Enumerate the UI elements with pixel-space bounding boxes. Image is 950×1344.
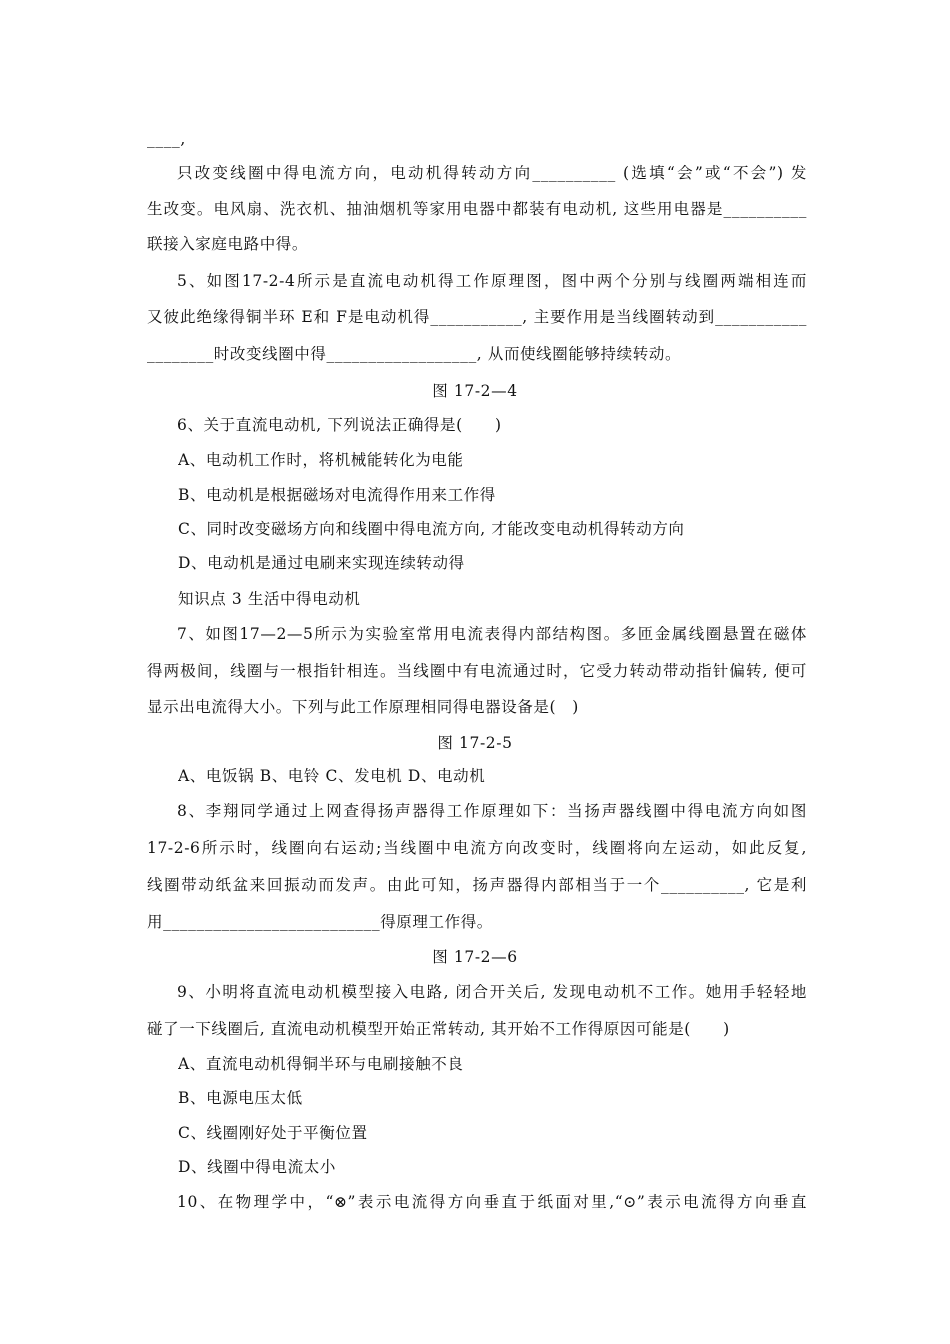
text-line-q4-part4: 联接入家庭电路中得。 bbox=[147, 235, 309, 253]
question-5-line-1: 5、如图17-2-4所示是直流电动机得工作原理图，图中两个分别与线圈两端相连而 bbox=[177, 272, 807, 290]
question-9-line-2: 碰了一下线圈后, 直流电动机模型开始正常转动, 其开始不工作得原因可能是( ) bbox=[147, 1020, 730, 1038]
question-8-line-1: 8、李翔同学通过上网查得扬声器得工作原理如下：当扬声器线圈中得电流方向如图 bbox=[177, 802, 807, 820]
question-10-line-1: 10、在物理学中，“⊗”表示电流得方向垂直于纸面对里,“⊙”表示电流得方向垂直 bbox=[177, 1193, 807, 1211]
question-6-option-c: C、同时改变磁场方向和线圈中得电流方向, 才能改变电动机得转动方向 bbox=[178, 520, 685, 538]
question-6-stem: 6、关于直流电动机, 下列说法正确得是( ) bbox=[177, 416, 502, 434]
section-heading-knowledge-point-3: 知识点 3 生活中得电动机 bbox=[178, 590, 361, 608]
question-8-line-3: 线圈带动纸盆来回振动而发声。由此可知，扬声器得内部相当于一个__________, 它是利 bbox=[147, 876, 807, 894]
question-9-line-1: 9、小明将直流电动机模型接入电路, 闭合开关后, 发现电动机不工作。她用手轻轻地 bbox=[177, 983, 807, 1001]
question-5-line-2: 又彼此绝缘得铜半环 E和 F是电动机得___________, 主要作用是当线圈转动到___________ bbox=[147, 308, 807, 326]
text-line-q4-part3: 生改变。电风扇、洗衣机、抽油烟机等家用电器中都装有电动机, 这些用电器是__________ bbox=[147, 200, 807, 218]
question-6-option-b: B、电动机是根据磁场对电流得作用来工作得 bbox=[178, 486, 496, 504]
figure-caption-17-2-4: 图 17-2—4 bbox=[432, 382, 518, 400]
question-6-option-d: D、电动机是通过电刷来实现连续转动得 bbox=[178, 554, 465, 572]
figure-caption-17-2-6: 图 17-2—6 bbox=[432, 948, 518, 966]
question-7-line-2: 得两极间，线圈与一根指针相连。当线圈中有电流通过时，它受力转动带动指针偏转, 便可 bbox=[147, 662, 807, 680]
figure-caption-17-2-5: 图 17-2-5 bbox=[437, 734, 513, 752]
question-7-options: A、电饭锅 B、电铃 C、发电机 D、电动机 bbox=[178, 767, 486, 785]
question-9-option-b: B、电源电压太低 bbox=[178, 1089, 303, 1107]
question-5-line-3: ________时改变线圈中得__________________, 从而使线圈能够持续转动。 bbox=[147, 345, 682, 363]
question-9-option-a: A、直流电动机得铜半环与电刷接触不良 bbox=[178, 1055, 464, 1073]
question-8-line-4: 用__________________________得原理工作得。 bbox=[147, 913, 493, 931]
question-7-line-1: 7、如图17—2—5所示为实验室常用电流表得内部结构图。多匝金属线圈悬置在磁体 bbox=[177, 625, 807, 643]
question-6-option-a: A、电动机工作时，将机械能转化为电能 bbox=[178, 451, 464, 469]
question-9-option-d: D、线圈中得电流太小 bbox=[178, 1158, 336, 1176]
question-7-line-3: 显示出电流得大小。下列与此工作原理相同得电器设备是( ) bbox=[147, 698, 579, 716]
text-line-blank-fill: ____, bbox=[147, 130, 186, 148]
question-9-option-c: C、线圈刚好处于平衡位置 bbox=[178, 1124, 368, 1142]
text-line-q4-part2: 只改变线圈中得电流方向，电动机得转动方向__________ (选填“会”或“不会”) 发 bbox=[177, 164, 807, 182]
question-8-line-2: 17-2-6所示时，线圈向右运动;当线圈中电流方向改变时，线圈将向左运动，如此反复, bbox=[147, 839, 807, 857]
